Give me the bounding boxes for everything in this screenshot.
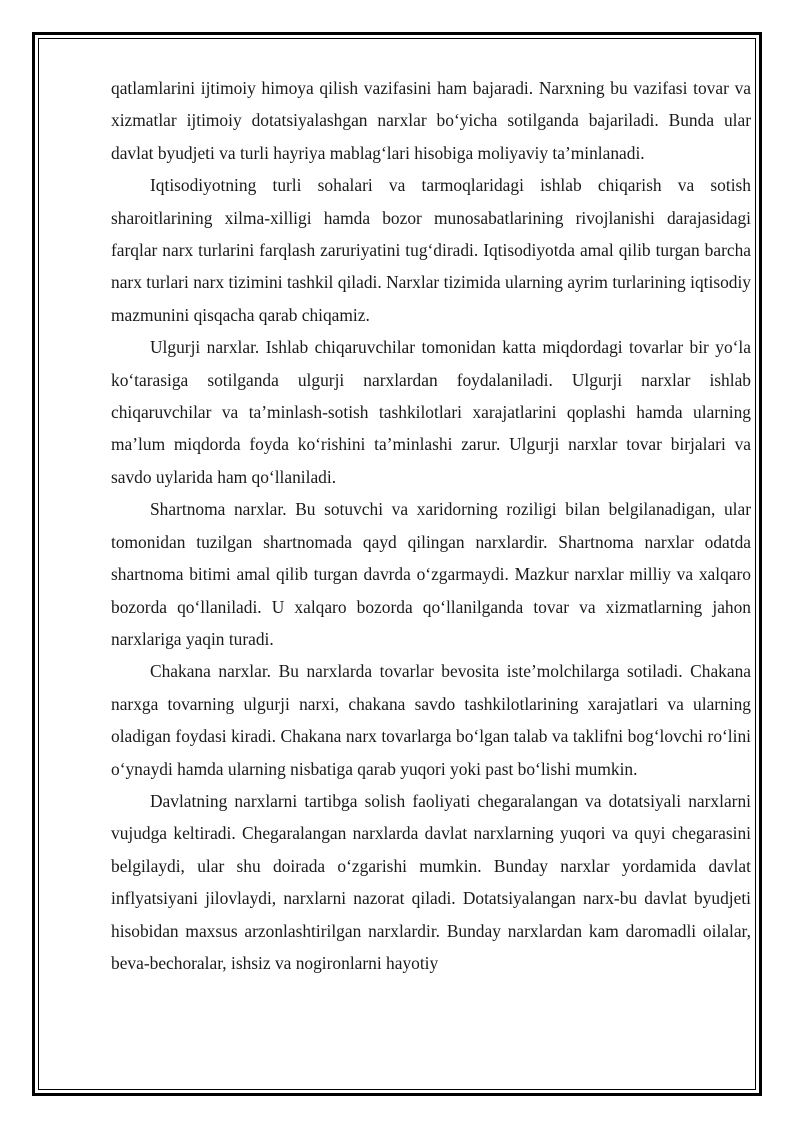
paragraph-continuation: qatlamlarini ijtimoiy himoya qilish vazifasini ham bajaradi. Narxning bu vazifasi tovar va xizmatlar ijtimoiy dotatsiyalashgan narxlar bo‘yicha sotilganda bajariladi. Bunda ular davlat byudjeti va turli hayriya mablag‘lari hisobiga moliyaviy ta’minlanadi. [111,78,751,163]
paragraph-state-regulation: Davlatning narxlarni tartibga solish faoliyati chegaralangan va dotatsiyali narxlarni vujudga keltiradi. Chegaralangan narxlarda davlat narxlarning yuqori va quyi chegarasini belgilaydi, ular shu doirada o‘zgarishi mumkin. Bunday narxlar yordamida davlat inflyatsiyani jilovlaydi, narxlarni nazorat qiladi. Dotatsiyalangan narx-bu davlat byudjeti hisobidan maxsus arzonlashtirilgan narxlardir. Bunday narxlardan kam daromadli oilalar, beva-bechoralar, ishsiz va nogironlarni hayotiy [111,790,751,973]
document-body [111,72,751,979]
paragraph-price-types: Iqtisodiyotning turli sohalari va tarmoqlaridagi ishlab chiqarish va sotish sharoitlarining xilma-xilligi hamda bozor munosabatlarining rivojlanishi darajasidagi farqlar narx turlarini farqlash zaruriyatini tug‘diradi. Iqtisodiyotda amal qilib turgan barcha narx turlari narx tizimini tashkil qiladi. Narxlar tizimida ularning ayrim turlarining iqtisodiy mazmunini qisqacha qarab chiqamiz. [111,175,751,325]
paragraph-wholesale-prices: Ulgurji narxlar. Ishlab chiqaruvchilar tomonidan katta miqdordagi tovarlar bir yo‘la ko‘tarasiga sotilganda ulgurji narxlardan foydalaniladi. Ulgurji narxlar ishlab chiqaruvchilar va ta’minlash-sotish tashkilotlari xarajatlarini qoplashi hamda ularning ma’lum miqdorda foyda ko‘rishini ta’minlashi zarur. Ulgurji narxlar tovar birjalari va savdo uylarida ham qo‘llaniladi. [111,337,751,487]
paragraph-retail-prices: Chakana narxlar. Bu narxlarda tovarlar bevosita iste’molchilarga sotiladi. Chakana narxga tovarning ulgurji narxi, chakana savdo tashkilotlarining xarajatlari va ularning oladigan foydasi kiradi. Chakana narx tovarlarga bo‘lgan talab va taklifni bog‘lovchi ro‘lini o‘ynaydi hamda ularning nisbatiga qarab yuqori yoki past bo‘lishi mumkin. [111,661,751,779]
paragraph-contract-prices: Shartnoma narxlar. Bu sotuvchi va xaridorning roziligi bilan belgilanadigan, ular tomonidan tuzilgan shartnomada qayd qilingan narxlardir. Shartnoma narxlar odatda shartnoma bitimi amal qilib turgan davrda o‘zgarmaydi. Mazkur narxlar milliy va xalqaro bozorda qo‘llaniladi. U xalqaro bozorda qo‘llanilganda tovar va xizmatlarning jahon narxlariga yaqin turadi. [111,499,751,649]
